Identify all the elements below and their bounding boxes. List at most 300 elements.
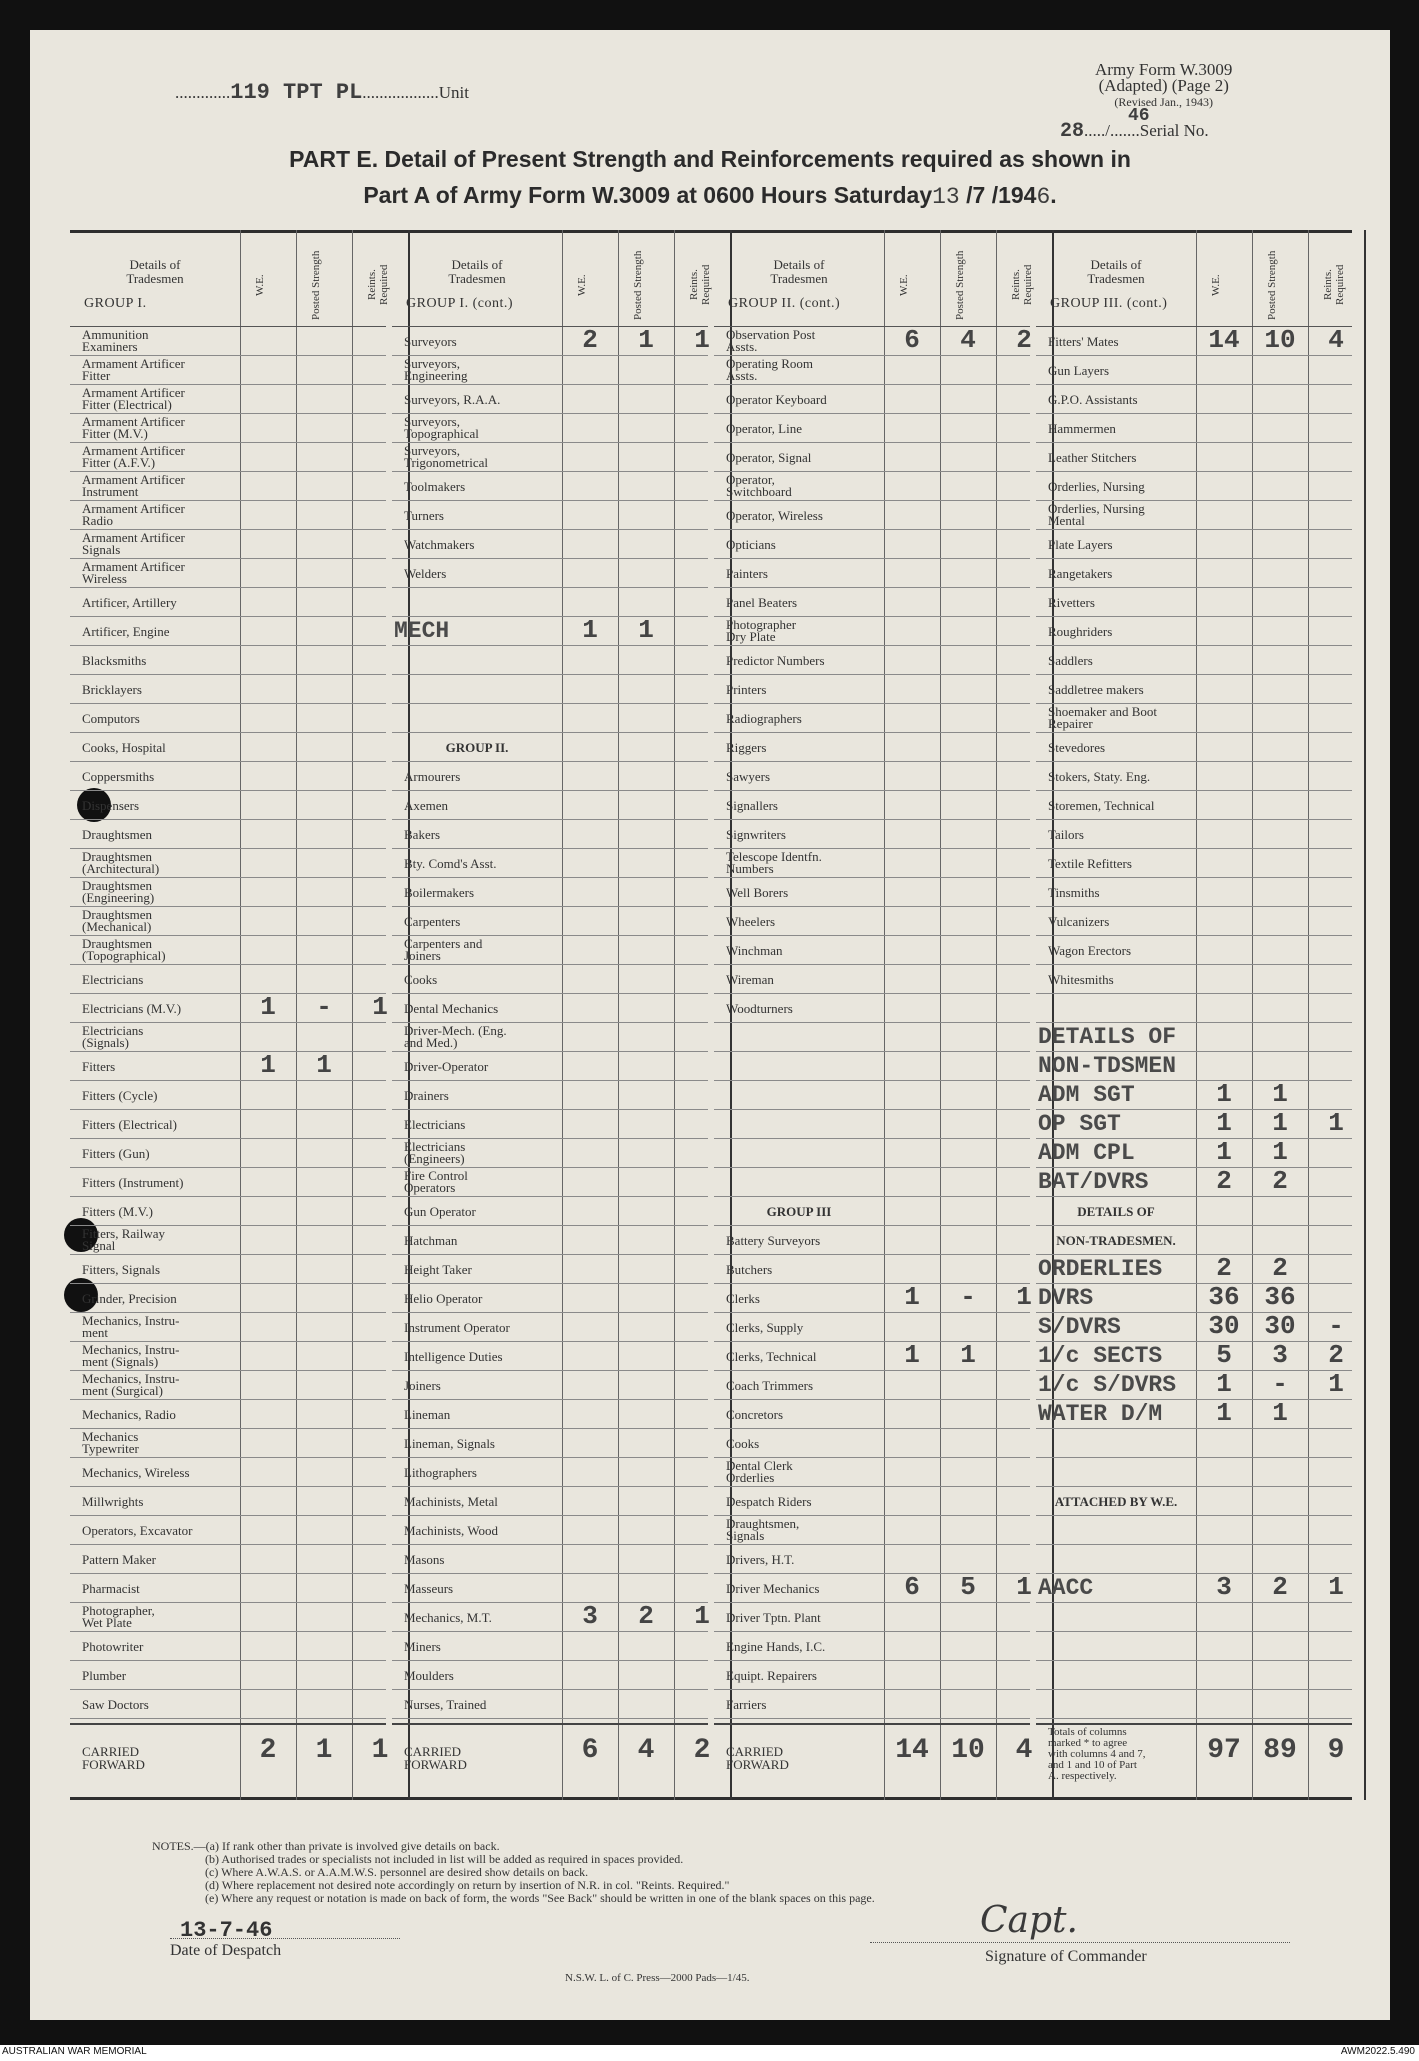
serial-line: 28...../.......Serial No. <box>1060 120 1209 143</box>
table-row <box>1036 791 1352 820</box>
value-posted: 10 <box>1264 325 1296 355</box>
table-row <box>70 1545 386 1574</box>
row-label: Draughtsmen <box>82 827 153 842</box>
row-label: Fitters' Mates <box>1048 334 1119 349</box>
serial-top: 46 <box>1128 106 1150 126</box>
typed-entry: ORDERLIES <box>1038 1256 1163 1282</box>
table-row <box>70 1371 386 1400</box>
table-row <box>70 327 386 356</box>
table-row <box>714 646 1030 675</box>
value-we: 36 <box>1208 1282 1240 1312</box>
typed-entry: ADM CPL <box>1038 1140 1135 1166</box>
table-row <box>70 1313 386 1342</box>
table-row <box>1036 965 1352 994</box>
row-label: Draughtsmen (Engineering) <box>82 878 155 905</box>
date-year-digit: 6 <box>1036 184 1051 210</box>
typed-entry: WATER D/M <box>1038 1401 1163 1427</box>
note-line: (b) Authorised trades or specialists not included in list will be added as required in spaces provided. <box>205 1852 684 1866</box>
row-label: Photowriter <box>82 1639 144 1654</box>
table-row <box>70 820 386 849</box>
date-month: /7 <box>966 182 986 208</box>
row-label: Driver-Mech. (Eng. and Med.) <box>404 1023 507 1050</box>
row-label: Fitters (M.V.) <box>82 1204 153 1219</box>
header-rule <box>1036 230 1352 327</box>
table-row <box>392 1081 708 1110</box>
table-row <box>70 1487 386 1516</box>
row-label: Engine Hands, I.C. <box>726 1639 826 1654</box>
table-row <box>1036 385 1352 414</box>
table-row <box>714 327 1030 356</box>
value-we: 1 <box>1216 1369 1232 1399</box>
table-row <box>1036 1226 1352 1255</box>
row-label: Cooks, Hospital <box>82 740 166 755</box>
typed-entry: MECH <box>394 618 450 644</box>
date-year-prefix: /194 <box>991 182 1037 208</box>
row-label: Tinsmiths <box>1048 885 1100 900</box>
column-header-group: GROUP III. (cont.) <box>1050 296 1168 311</box>
value-reints: 4 <box>1328 325 1344 355</box>
table-row <box>1036 1661 1352 1690</box>
carried-reints: 4 <box>1015 1735 1033 1766</box>
value-reints: 1 <box>372 992 388 1022</box>
table-row <box>1036 1429 1352 1458</box>
value-reints: 1 <box>1328 1572 1344 1602</box>
table-row <box>392 1458 708 1487</box>
row-label: G.P.O. Assistants <box>1048 392 1138 407</box>
section-heading: DETAILS OF <box>1077 1204 1155 1219</box>
table-row <box>1036 1574 1352 1603</box>
row-label: Carpenters and Joiners <box>404 936 483 963</box>
table-row <box>392 1284 708 1313</box>
row-label: Gun Layers <box>1048 363 1110 378</box>
carried-posted: 4 <box>637 1735 655 1766</box>
table-row <box>1036 472 1352 501</box>
table-row <box>1036 1603 1352 1632</box>
row-label: Surveyors, Engineering <box>404 356 468 383</box>
column-header-reints: Reints. Required <box>688 264 712 306</box>
row-label: Cooks <box>404 972 438 987</box>
column-header-group: GROUP I. (cont.) <box>406 296 514 311</box>
value-posted: 30 <box>1264 1311 1296 1341</box>
despatch-date: 13-7-46 <box>180 1918 273 1943</box>
row-label: Saw Doctors <box>82 1697 149 1712</box>
carried-forward-row <box>1036 1727 1352 1791</box>
table-row <box>714 878 1030 907</box>
table-row <box>70 1632 386 1661</box>
table-row <box>392 878 708 907</box>
table-row <box>70 675 386 704</box>
header-rule <box>392 230 708 327</box>
table-row <box>714 1545 1030 1574</box>
row-label: Predictor Numbers <box>726 653 825 668</box>
row-label: Armament Artificer Fitter <box>82 356 185 383</box>
table-row <box>70 1516 386 1545</box>
row-label: Well Borers <box>726 885 789 900</box>
row-label: Turners <box>404 508 444 523</box>
column-header-we: W.E. <box>254 274 266 296</box>
carried-forward-rule <box>714 1719 1030 1725</box>
table-row <box>1036 530 1352 559</box>
row-label: Saddlers <box>1048 653 1093 668</box>
note-line: (d) Where replacement not desired note accordingly on return by insertion of N.R. in col. "Reints. Required." <box>205 1878 730 1892</box>
table-row <box>392 791 708 820</box>
carried-forward-label: CARRIED FORWARD <box>404 1744 467 1772</box>
table-row <box>1036 559 1352 588</box>
row-label: Observation Post Assts. <box>726 327 816 354</box>
row-label: Armament Artificer Wireless <box>82 559 185 586</box>
table-row <box>1036 849 1352 878</box>
row-label: Fitters (Gun) <box>82 1146 150 1161</box>
table-row <box>714 1110 1030 1139</box>
row-label: Cooks <box>726 1436 760 1451</box>
row-label: Driver Mechanics <box>726 1581 820 1596</box>
row-label: Telescope Identfn. Numbers <box>726 849 822 876</box>
unit-line: .............119 TPT PL..................Unit <box>175 80 470 105</box>
table-row <box>714 1400 1030 1429</box>
value-posted: 1 <box>1272 1079 1288 1109</box>
column-header-group: GROUP I. <box>84 296 147 311</box>
table-row <box>392 356 708 385</box>
row-label: Coppersmiths <box>82 769 155 784</box>
typed-entry: 1/c SECTS <box>1038 1343 1163 1369</box>
table-row <box>392 472 708 501</box>
typed-entry: BAT/DVRS <box>1038 1169 1149 1195</box>
printer-line: N.S.W. L. of C. Press—2000 Pads—1/45. <box>565 1972 750 1984</box>
value-we: 2 <box>582 325 598 355</box>
table-row <box>1036 327 1352 356</box>
table-row <box>392 1487 708 1516</box>
table-column <box>70 230 390 1800</box>
row-label: Painters <box>726 566 768 581</box>
table-row <box>392 907 708 936</box>
row-label: Machinists, Wood <box>404 1523 499 1538</box>
row-label: Electricians <box>404 1117 466 1132</box>
table-row <box>1036 1168 1352 1197</box>
value-we: 5 <box>1216 1340 1232 1370</box>
row-label: Storemen, Technical <box>1048 798 1155 813</box>
table-row <box>392 385 708 414</box>
table-row <box>392 936 708 965</box>
table-row <box>1036 704 1352 733</box>
table-row <box>70 1052 386 1081</box>
table-row <box>714 1168 1030 1197</box>
row-label: Electricians <box>82 972 144 987</box>
table-row <box>392 1168 708 1197</box>
row-label: Sawyers <box>726 769 771 784</box>
table-row <box>70 704 386 733</box>
table-row <box>714 617 1030 646</box>
table-row <box>714 356 1030 385</box>
row-label: Mechanics, Wireless <box>82 1465 190 1480</box>
table-row <box>714 849 1030 878</box>
table-row <box>392 1516 708 1545</box>
value-posted: - <box>316 992 332 1022</box>
table-row <box>70 1429 386 1458</box>
row-label: Coach Trimmers <box>726 1378 814 1393</box>
row-label: Masons <box>404 1552 445 1567</box>
row-label: Clerks <box>726 1291 760 1306</box>
column-header-posted: Posted Strength <box>954 250 966 320</box>
value-reints: 1 <box>1016 1572 1032 1602</box>
table-row <box>1036 443 1352 472</box>
carried-we: 6 <box>581 1735 599 1766</box>
table-row <box>392 1255 708 1284</box>
table-row <box>714 936 1030 965</box>
table-row <box>392 1400 708 1429</box>
table-row <box>714 1603 1030 1632</box>
table-row <box>70 1168 386 1197</box>
unit-label: Unit <box>438 83 470 102</box>
table-row <box>70 356 386 385</box>
value-we: 1 <box>260 1050 276 1080</box>
row-label: Opticians <box>726 537 776 552</box>
row-label: Orderlies, Nursing Mental <box>1048 501 1145 528</box>
value-reints: 1 <box>694 325 710 355</box>
value-we: 1 <box>1216 1398 1232 1428</box>
table-row <box>392 965 708 994</box>
row-label: Carpenters <box>404 914 461 929</box>
table-row <box>1036 878 1352 907</box>
table-row <box>70 791 386 820</box>
header-rule <box>70 230 386 327</box>
row-label: Instrument Operator <box>404 1320 510 1335</box>
column-header-posted: Posted Strength <box>632 250 644 320</box>
table-row <box>392 704 708 733</box>
row-label: Mechanics, M.T. <box>404 1610 492 1625</box>
value-posted: 1 <box>1272 1108 1288 1138</box>
row-label: Grinder, Precision <box>82 1291 177 1306</box>
row-label: Plumber <box>82 1668 127 1683</box>
row-label: Tailors <box>1048 827 1084 842</box>
row-label: Fitters, Signals <box>82 1262 161 1277</box>
note-line: NOTES.—(a) If rank other than private is involved give details on back. <box>152 1839 500 1853</box>
table-row <box>1036 936 1352 965</box>
table-row <box>392 1342 708 1371</box>
column-header-posted: Posted Strength <box>310 250 322 320</box>
row-label: Leather Stitchers <box>1048 450 1137 465</box>
typed-entry: ADM SGT <box>1038 1082 1135 1108</box>
column-header-reints: Reints. Required <box>1010 264 1034 306</box>
carried-reints: 1 <box>371 1735 389 1766</box>
table-row <box>1036 733 1352 762</box>
column-header-title: Details of Tradesmen <box>448 257 506 286</box>
row-label: Orderlies, Nursing <box>1048 479 1145 494</box>
table-row <box>1036 907 1352 936</box>
page-title-line2: Part A of Army Form W.3009 at 0600 Hours Saturday13 /7 /1946. <box>363 182 1057 210</box>
table-row <box>70 733 386 762</box>
row-label: Gun Operator <box>404 1204 476 1219</box>
table-row <box>714 1081 1030 1110</box>
despatch-rule <box>170 1938 400 1939</box>
row-label: Armourers <box>404 769 461 784</box>
table-row <box>1036 1139 1352 1168</box>
row-label: Artificer, Engine <box>82 624 170 639</box>
table-row <box>70 849 386 878</box>
value-we: 2 <box>1216 1166 1232 1196</box>
carried-forward-row <box>392 1727 711 1791</box>
carried-we: 2 <box>259 1735 277 1766</box>
row-label: Radiographers <box>726 711 802 726</box>
table-row <box>70 762 386 791</box>
row-label: Operators, Excavator <box>82 1523 193 1538</box>
table-row <box>1036 617 1352 646</box>
row-label: Fitters (Instrument) <box>82 1175 184 1190</box>
row-label: Signallers <box>726 798 778 813</box>
carried-forward-row <box>70 1727 389 1791</box>
row-label: Vulcanizers <box>1048 914 1110 929</box>
carried-forward-label: CARRIED FORWARD <box>726 1744 789 1772</box>
row-label: Millwrights <box>82 1494 144 1509</box>
value-we: 1 <box>260 992 276 1022</box>
table-row <box>714 414 1030 443</box>
row-label: Clerks, Technical <box>726 1349 817 1364</box>
value-posted: 1 <box>638 325 654 355</box>
table-row <box>70 443 386 472</box>
row-label: Artificer, Artillery <box>82 595 177 610</box>
table-row <box>70 936 386 965</box>
column-header-we: W.E. <box>898 274 910 296</box>
value-posted: 3 <box>1272 1340 1288 1370</box>
row-label: Fitters (Cycle) <box>82 1088 158 1103</box>
carried-forward-row <box>714 1727 1033 1791</box>
table-row <box>1036 1458 1352 1487</box>
carried-posted: 89 <box>1263 1735 1297 1766</box>
table-row <box>1036 1052 1352 1081</box>
row-label: Clerks, Supply <box>726 1320 804 1335</box>
value-posted: - <box>1272 1369 1288 1399</box>
row-label: Drivers, H.T. <box>726 1552 795 1567</box>
section-heading: NON-TRADESMEN. <box>1056 1233 1176 1248</box>
row-label: Driver-Operator <box>404 1059 489 1074</box>
table-row <box>714 1661 1030 1690</box>
table-row <box>714 588 1030 617</box>
table-row <box>70 1458 386 1487</box>
table-row <box>392 1661 708 1690</box>
typed-entry: OP SGT <box>1038 1111 1121 1137</box>
typed-entry: DETAILS OF <box>1038 1024 1177 1050</box>
row-label: Axemen <box>404 798 449 813</box>
row-label: Pharmacist <box>82 1581 140 1596</box>
value-reints: 1 <box>1328 1108 1344 1138</box>
table-row <box>714 501 1030 530</box>
table-row <box>714 1342 1030 1371</box>
table-row <box>1036 1516 1352 1545</box>
row-label: Operator, Switchboard <box>726 472 792 499</box>
table-row <box>714 675 1030 704</box>
table-row <box>70 994 386 1023</box>
row-label: Pattern Maker <box>82 1552 157 1567</box>
table-row <box>70 1023 386 1052</box>
value-we: 1 <box>1216 1108 1232 1138</box>
row-label: Fitters <box>82 1059 116 1074</box>
table-row <box>392 1139 708 1168</box>
row-label: Riggers <box>726 740 767 755</box>
row-label: Winchman <box>726 943 783 958</box>
table-row <box>392 443 708 472</box>
table-column <box>392 230 712 1800</box>
table-row <box>1036 1690 1352 1719</box>
row-label: Hammermen <box>1048 421 1116 436</box>
table-row <box>1036 414 1352 443</box>
row-label: Wagon Erectors <box>1048 943 1132 958</box>
carried-reints: 2 <box>693 1735 711 1766</box>
row-label: Farriers <box>726 1697 767 1712</box>
carried-forward-rule <box>1036 1719 1352 1725</box>
row-label: Wheelers <box>726 914 776 929</box>
value-we: 3 <box>582 1601 598 1631</box>
carried-we: 97 <box>1207 1735 1241 1766</box>
table-row <box>392 1429 708 1458</box>
table-row <box>714 1516 1030 1545</box>
table-row <box>70 1603 386 1632</box>
table-row <box>714 385 1030 414</box>
table-row <box>70 1110 386 1139</box>
table-row <box>714 1052 1030 1081</box>
table-row <box>1036 762 1352 791</box>
table-row <box>1036 501 1352 530</box>
section-heading: ATTACHED BY W.E. <box>1054 1494 1178 1509</box>
table-row <box>392 1574 708 1603</box>
column-header-we: W.E. <box>1210 274 1222 296</box>
value-reints: - <box>1328 1311 1344 1341</box>
value-we: 1 <box>582 615 598 645</box>
table-row <box>392 588 708 617</box>
table-row <box>392 1110 708 1139</box>
table-row <box>1036 588 1352 617</box>
table-row <box>1036 1400 1352 1429</box>
row-label: Armament Artificer Instrument <box>82 472 185 499</box>
value-posted: 2 <box>638 1601 654 1631</box>
table-row <box>70 559 386 588</box>
value-we: 6 <box>904 1572 920 1602</box>
row-label: Armament Artificer Fitter (Electrical) <box>82 385 185 412</box>
table-row <box>714 1487 1030 1516</box>
table-row <box>714 1574 1030 1603</box>
value-posted: 1 <box>1272 1137 1288 1167</box>
row-label: Plate Layers <box>1048 537 1113 552</box>
table-row <box>392 1545 708 1574</box>
row-label: Surveyors <box>404 334 457 349</box>
row-label: Draughtsmen (Mechanical) <box>82 907 153 934</box>
table-row <box>714 733 1030 762</box>
table-row <box>1036 1081 1352 1110</box>
row-label: Operator, Line <box>726 421 803 436</box>
table-row <box>70 588 386 617</box>
value-we: 3 <box>1216 1572 1232 1602</box>
note-line: (e) Where any request or notation is made on back of form, the words "See Back" should be written in one of the blank spaces on this page. <box>205 1891 875 1905</box>
table-row <box>392 1371 708 1400</box>
table-row <box>392 1197 708 1226</box>
row-label: Bty. Comd's Asst. <box>404 856 497 871</box>
table-row <box>392 617 708 646</box>
table-row <box>392 414 708 443</box>
table-row <box>1036 994 1352 1023</box>
table-row <box>70 530 386 559</box>
column-rule <box>1364 230 1366 1800</box>
serial-value: 28 <box>1060 120 1085 143</box>
row-label: Bakers <box>404 827 441 842</box>
table-row <box>714 1371 1030 1400</box>
value-we: 1 <box>1216 1079 1232 1109</box>
table-row <box>392 849 708 878</box>
table-row <box>714 704 1030 733</box>
table-row <box>70 1081 386 1110</box>
row-label: Moulders <box>404 1668 454 1683</box>
row-label: Driver Tptn. Plant <box>726 1610 821 1625</box>
table-row <box>714 559 1030 588</box>
table-row <box>1036 1255 1352 1284</box>
table-row <box>714 1023 1030 1052</box>
